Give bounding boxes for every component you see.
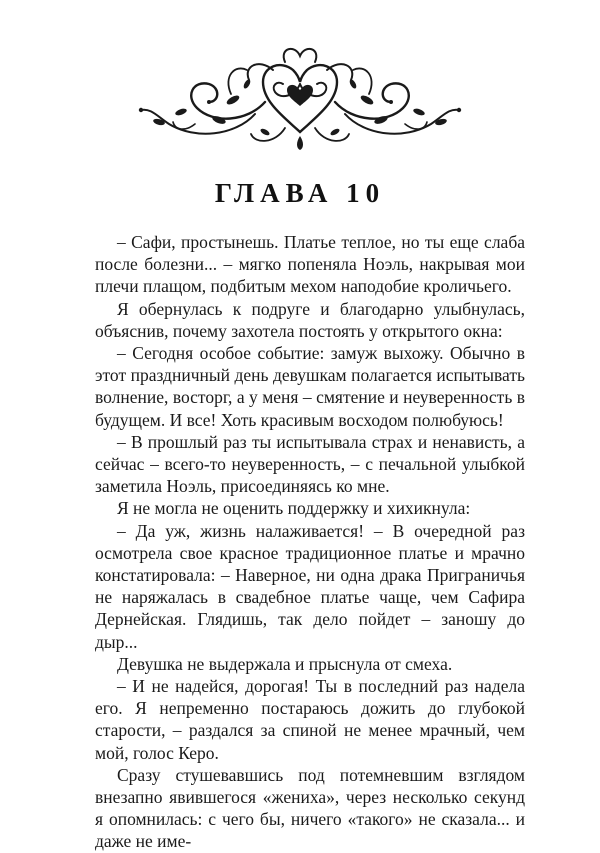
chapter-title: ГЛАВА 10 [214,178,386,208]
chapter-body [95,231,525,853]
paragraph: – И не надейся, дорогая! Ты в последний раз надела его. Я непременно постараюсь дожить до глубокой старости, – раздался за спиной не менее мрачный, чем мой, голос Керо. [95,676,525,763]
paragraph: Я обернулась к подруге и благодарно улыбнулась, объяснив, почему захотела постоять у открытого окна: [95,298,525,341]
paragraph: – Сафи, простынешь. Платье теплое, но ты еще слаба после болезни... – мягко попеняла Ноэль, накрывая мои плечи плащом, подбитым мехом наподобие кроличьего. [95,232,525,297]
heart-scroll-ornament-icon [135,40,465,152]
paragraph: – Сегодня особое событие: замуж выхожу. Обычно в этот праздничный день девушкам полагается испытывать волнение, восторг, а у меня – смятение и неуверенность в будущем. И все! Хоть красивым восходом полюбуюсь! [95,343,525,430]
paragraph: Сразу стушевавшись под потемневшим взглядом внезапно явившегося «жениха», через несколько секунд я опомнилась: с чего бы, ничего «такого» не сказала... и даже не име- [95,764,525,852]
paragraph: – Да уж, жизнь налаживается! – В очередной раз осмотрела свое красное традиционное платье и мрачно констатировала: – Наверное, ни одна драка Приграничья не наряжалась в свадебное платье чаще, чем Сафира Дернейская. Глядишь, так дело пойдет – заношу до дыр... [95,520,525,652]
paragraph: Девушка не выдержала и прыснула от смеха. [117,653,453,674]
paragraph: Я не могла не оценить поддержку и хихикнула: [117,498,471,519]
paragraph: – В прошлый раз ты испытывала страх и ненависть, а сейчас – всего-то неуверенность, – с печальной улыбкой заметила Ноэль, присоединяясь ко мне. [95,431,525,497]
